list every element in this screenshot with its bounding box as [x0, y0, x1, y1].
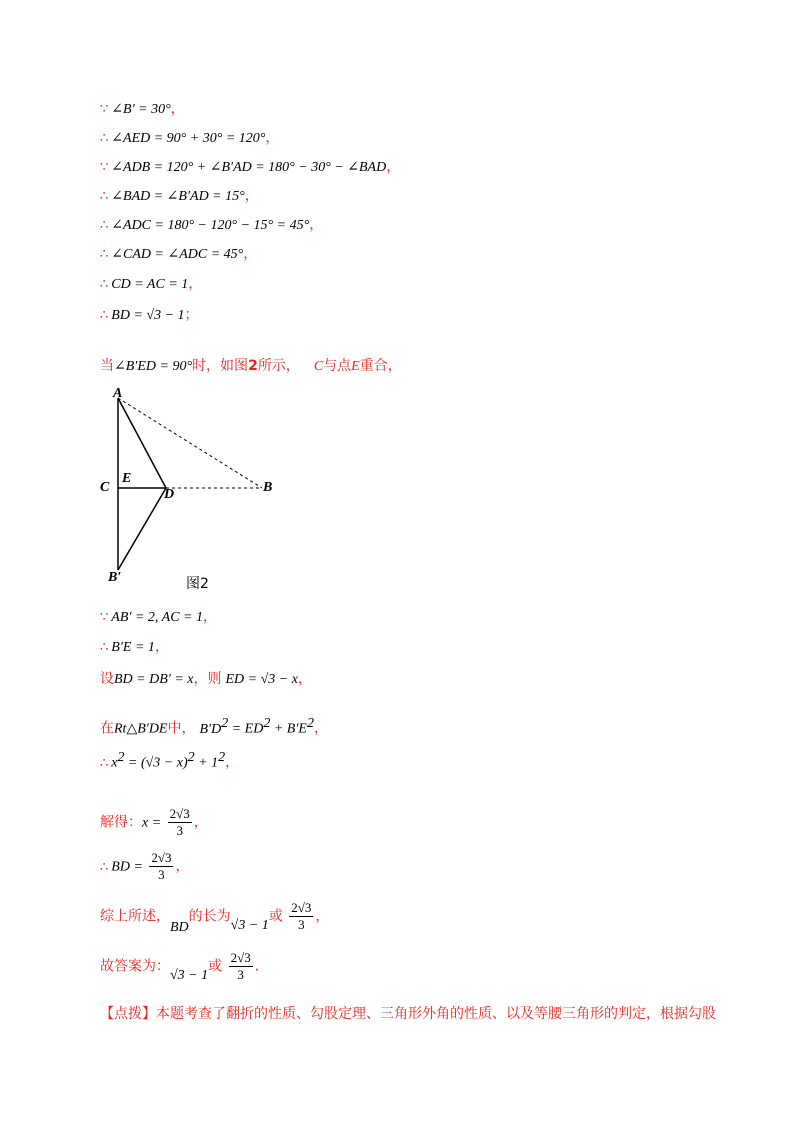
denominator: 3: [298, 917, 305, 932]
solution-line-4: [100, 185, 259, 205]
expression: √3 − 1: [230, 917, 269, 933]
label-d: D: [164, 487, 175, 502]
because-symbol: ∵: [100, 160, 109, 175]
therefore-symbol: ∴: [100, 277, 109, 292]
segment-b-prime-d: [118, 488, 166, 570]
solution-line-13: 在Rt△B′DE中， $B'D^2 = ED^2 + B'E^2$，: [100, 716, 328, 737]
hint-bracket: 【点拨】: [100, 1006, 156, 1022]
punctuation: ，: [175, 858, 190, 875]
punctuation: ；: [184, 307, 199, 323]
punctuation: ，: [243, 246, 258, 262]
punctuation: ．: [254, 958, 269, 975]
therefore-symbol: ∴: [100, 640, 109, 655]
solution-line-15: [100, 806, 208, 839]
expression: + 1: [194, 755, 219, 771]
expression: Rt△B′DE: [114, 721, 168, 737]
punctuation: ，: [188, 276, 203, 292]
therefore-symbol: ∴: [100, 859, 109, 875]
text: 故答案为：: [100, 958, 170, 975]
therefore-symbol: ∴: [100, 755, 109, 771]
text: 的长为: [188, 908, 231, 925]
expression: = (√3 − x): [124, 755, 188, 771]
punctuation: ，: [170, 101, 185, 117]
solution-line-1: [100, 98, 185, 118]
solution-line-6: [100, 243, 257, 263]
text: 当: [100, 358, 114, 374]
solution-line-12: [100, 668, 312, 688]
punctuation: ，: [313, 720, 328, 737]
expression: ∠CAD = ∠ADC = 45°: [111, 247, 244, 262]
punctuation: ，: [225, 754, 240, 771]
expression: BD: [170, 919, 189, 935]
solution-line-14: ∴ $x^2 = (√3 - x)^2 + 1^2$，: [100, 750, 240, 771]
expression: ∠B′ = 30°: [111, 102, 171, 117]
hint-text: 本题考查了翻折的性质、勾股定理、三角形外角的性质、以及等腰三角形的判定，根据勾股: [156, 1006, 716, 1022]
expression: + B′E: [270, 721, 307, 737]
expression: BD = DB′ = x: [114, 672, 194, 687]
solution-line-18: [100, 950, 269, 983]
solution-line-19: [100, 1003, 716, 1023]
expression: ∠ADB = 120° + ∠B′AD = 180° − 30° − ∠BAD: [111, 160, 387, 175]
expression: B′E = 1: [111, 640, 155, 655]
therefore-symbol: ∴: [100, 131, 109, 146]
text: 时，如图: [192, 358, 249, 374]
label-a: A: [113, 386, 123, 401]
solution-line-8: [100, 304, 199, 324]
solution-line-17: [100, 900, 329, 933]
because-symbol: ∵: [100, 610, 109, 625]
solution-line-5: [100, 214, 323, 234]
fraction: [229, 950, 253, 983]
expression: ∠AED = 90° + 30° = 120°: [111, 131, 266, 146]
punctuation: ，: [386, 159, 401, 175]
solution-line-10: [100, 606, 217, 626]
denominator: 3: [237, 967, 244, 982]
point-c: C: [313, 359, 324, 374]
punctuation: ，: [297, 671, 312, 687]
text: 或: [208, 958, 223, 975]
punctuation: ，: [202, 609, 217, 625]
segment-ab-dashed: [118, 398, 262, 488]
expression: B′D: [199, 721, 222, 737]
text: 设: [100, 671, 114, 687]
figure-2: [96, 384, 296, 598]
punctuation: ，: [154, 639, 169, 655]
therefore-symbol: ∴: [100, 189, 109, 204]
denominator: 3: [176, 823, 183, 838]
label-b: B: [263, 480, 273, 495]
fraction: [168, 806, 192, 839]
expression: BD = √3 − 1: [111, 308, 185, 323]
numerator: 2√3: [230, 950, 251, 965]
therefore-symbol: ∴: [100, 308, 109, 323]
numerator: 2√3: [151, 850, 172, 865]
text: 与点: [323, 358, 352, 374]
text: 所示，: [257, 358, 300, 374]
punctuation: ，: [193, 814, 208, 831]
solution-line-3: [100, 156, 400, 176]
numerator: 2√3: [291, 900, 312, 915]
text: 在: [100, 720, 114, 737]
text: 中，: [167, 720, 196, 737]
therefore-symbol: ∴: [100, 218, 109, 233]
solution-line-9: [100, 355, 402, 375]
because-symbol: ∵: [100, 102, 109, 117]
text: 解得：: [100, 814, 142, 831]
solution-line-11: [100, 636, 169, 656]
expression: x =: [142, 815, 162, 831]
numerator: 2√3: [169, 806, 190, 821]
figure-number: 2: [248, 358, 258, 374]
punctuation: ，: [244, 188, 259, 204]
solution-line-16: [100, 850, 189, 883]
fraction: [289, 900, 313, 933]
punctuation: ，: [265, 130, 280, 146]
expression: = ED: [228, 721, 264, 737]
punctuation: ，: [309, 217, 324, 233]
expression: CD = AC = 1: [111, 277, 189, 292]
expression: x: [111, 755, 118, 771]
expression: ED = √3 − x: [225, 672, 298, 687]
solution-line-2: [100, 127, 279, 147]
fraction: [149, 850, 173, 883]
text: 或: [268, 908, 283, 925]
expression: BD =: [111, 859, 143, 875]
expression: ∠BAD = ∠B′AD = 15°: [111, 189, 245, 204]
punctuation: ，: [315, 908, 330, 925]
point-e: E: [351, 359, 360, 374]
expression: AB′ = 2, AC = 1: [111, 610, 203, 625]
denominator: 3: [158, 867, 165, 882]
text: 综上所述，: [100, 908, 170, 925]
expression: √3 − 1: [170, 967, 209, 983]
text: ，则: [193, 671, 222, 687]
label-c: C: [100, 480, 110, 495]
label-e: E: [122, 471, 132, 486]
expression: ∠B′ED = 90°: [114, 359, 193, 374]
therefore-symbol: ∴: [100, 247, 109, 262]
figure-caption: 图2: [186, 576, 209, 592]
label-b-prime: B′: [108, 570, 122, 585]
expression: ∠ADC = 180° − 120° − 15° = 45°: [111, 218, 310, 233]
solution-line-7: [100, 273, 202, 293]
text: 重合，: [359, 358, 402, 374]
